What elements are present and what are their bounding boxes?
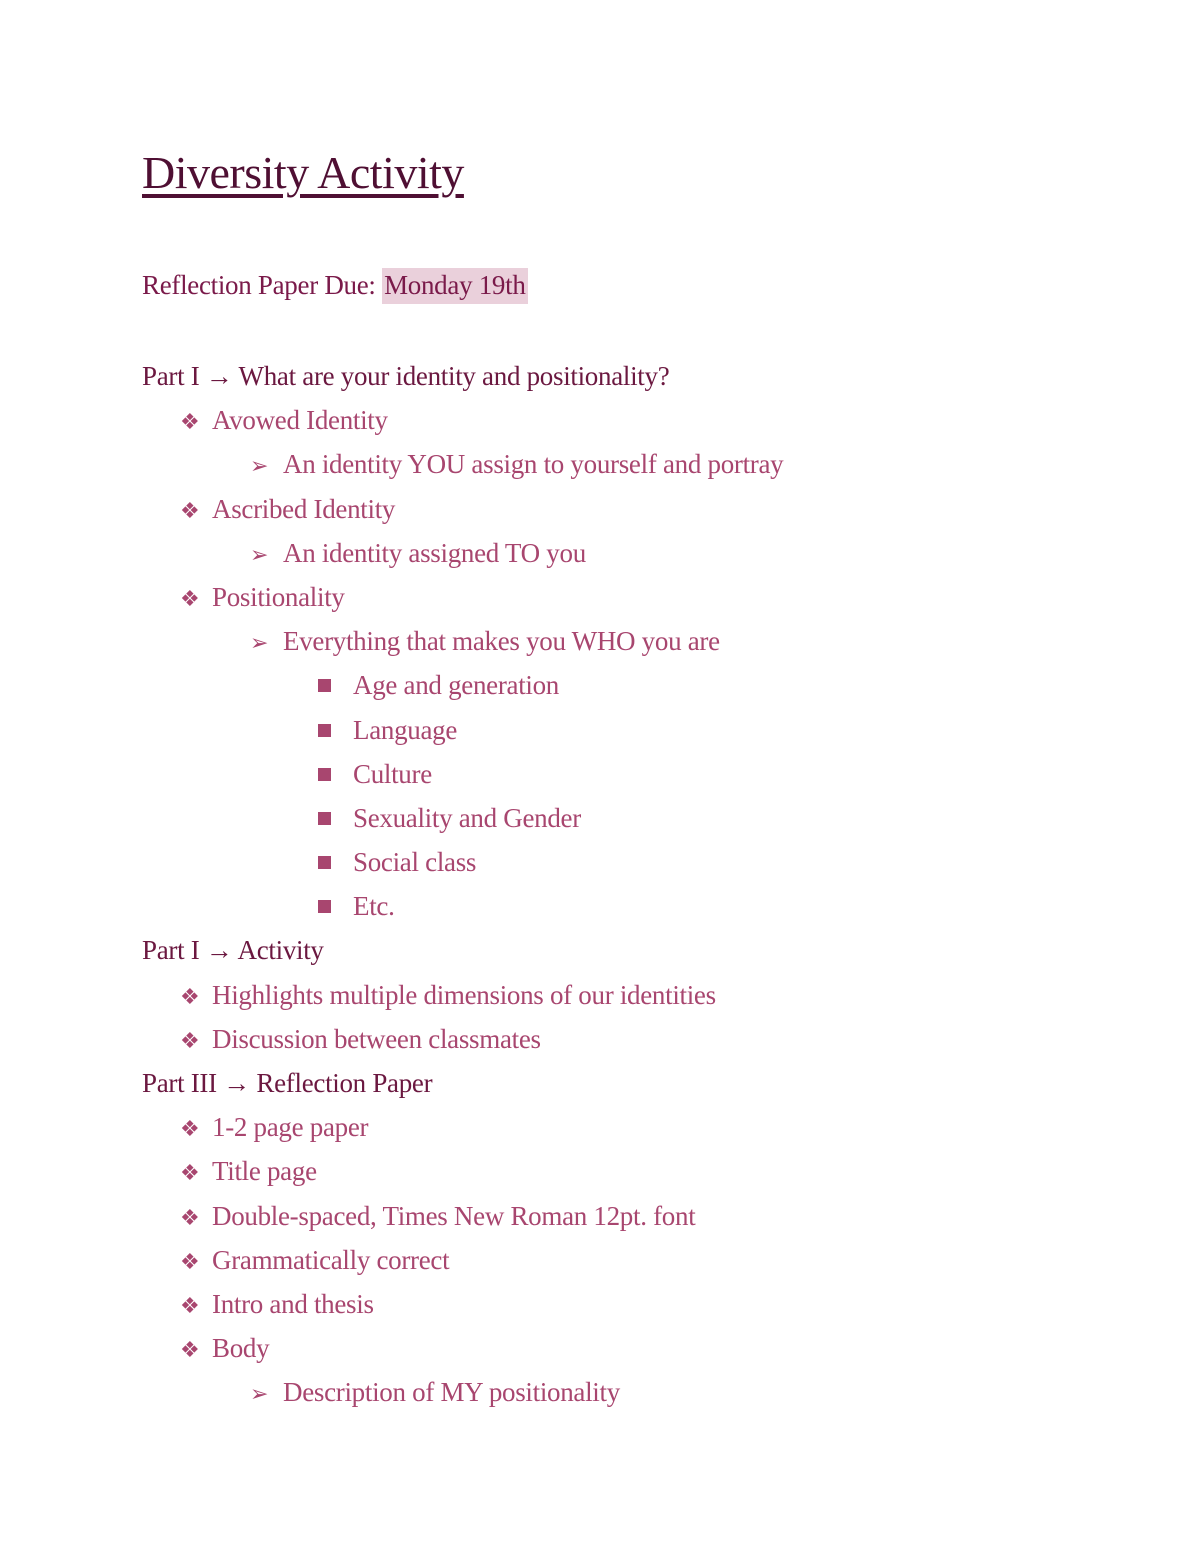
item-text: Description of MY positionality — [283, 1377, 620, 1408]
section-heading — [0, 356, 1200, 400]
list-item — [0, 665, 1200, 709]
item-text: Sexuality and Gender — [353, 802, 581, 833]
list-item — [0, 975, 1200, 1019]
section-heading — [0, 1063, 1200, 1107]
list-item — [0, 1196, 1200, 1240]
item-text: Double-spaced, Times New Roman 12pt. font — [212, 1200, 696, 1231]
item-text: An identity YOU assign to yourself and portray — [283, 449, 784, 480]
diamond-bullet-icon: ❖ — [180, 1204, 200, 1230]
diamond-bullet-icon: ❖ — [180, 497, 200, 523]
arrow-bullet-icon: ➢ — [250, 453, 269, 479]
list-item — [0, 400, 1200, 444]
list-item — [0, 489, 1200, 533]
item-text: Grammatically correct — [212, 1244, 450, 1275]
item-text: Social class — [353, 847, 477, 878]
due-date-highlight: Monday 19th — [382, 268, 527, 304]
list-item — [0, 577, 1200, 621]
item-text: 1-2 page paper — [212, 1112, 369, 1143]
square-bullet-icon — [318, 724, 331, 737]
document-title: Diversity Activity — [142, 147, 464, 198]
due-date-line — [142, 270, 528, 301]
list-item — [0, 1151, 1200, 1195]
diamond-bullet-icon: ❖ — [180, 585, 200, 611]
item-text: Everything that makes you WHO you are — [283, 626, 720, 657]
arrow-bullet-icon: ➢ — [250, 630, 269, 656]
list-item — [0, 1372, 1200, 1416]
list-item — [0, 533, 1200, 577]
diamond-bullet-icon: ❖ — [180, 1292, 200, 1318]
item-text: Etc. — [353, 891, 395, 922]
diamond-bullet-icon: ❖ — [180, 1116, 200, 1142]
list-item — [0, 1019, 1200, 1063]
square-bullet-icon — [318, 679, 331, 692]
outline-list — [0, 356, 1200, 1417]
list-item — [0, 1284, 1200, 1328]
diamond-bullet-icon: ❖ — [180, 1160, 200, 1186]
diamond-bullet-icon: ❖ — [180, 409, 200, 435]
list-item — [0, 621, 1200, 665]
diamond-bullet-icon: ❖ — [180, 1248, 200, 1274]
list-item — [0, 710, 1200, 754]
item-text: An identity assigned TO you — [283, 537, 586, 568]
item-text: Highlights multiple dimensions of our identities — [212, 979, 716, 1010]
item-text: Avowed Identity — [212, 405, 388, 436]
list-item — [0, 1107, 1200, 1151]
item-text: Language — [353, 714, 458, 745]
diamond-bullet-icon: ❖ — [180, 1337, 200, 1363]
item-text: Part I → What are your identity and positionality? — [142, 361, 670, 391]
list-item — [0, 798, 1200, 842]
item-text: Age and generation — [353, 670, 560, 701]
item-text: Intro and thesis — [212, 1288, 374, 1319]
diamond-bullet-icon: ❖ — [180, 1027, 200, 1053]
item-text: Part III → Reflection Paper — [142, 1068, 433, 1098]
diamond-bullet-icon: ❖ — [180, 983, 200, 1009]
due-label: Reflection Paper Due: — [142, 270, 376, 300]
list-item — [0, 842, 1200, 886]
list-item — [0, 1240, 1200, 1284]
arrow-bullet-icon: ➢ — [250, 541, 269, 567]
square-bullet-icon — [318, 856, 331, 869]
section-heading — [0, 930, 1200, 974]
list-item — [0, 754, 1200, 798]
item-text: Discussion between classmates — [212, 1023, 541, 1054]
item-text: Body — [212, 1333, 270, 1364]
item-text: Part I → Activity — [142, 935, 324, 966]
item-text: Positionality — [212, 581, 345, 612]
list-item — [0, 886, 1200, 930]
list-item — [0, 1328, 1200, 1372]
square-bullet-icon — [318, 812, 331, 825]
item-text: Culture — [353, 758, 432, 789]
list-item — [0, 444, 1200, 488]
arrow-bullet-icon: ➢ — [250, 1381, 269, 1407]
square-bullet-icon — [318, 768, 331, 781]
item-text: Ascribed Identity — [212, 493, 396, 524]
square-bullet-icon — [318, 900, 331, 913]
item-text: Title page — [212, 1156, 317, 1187]
